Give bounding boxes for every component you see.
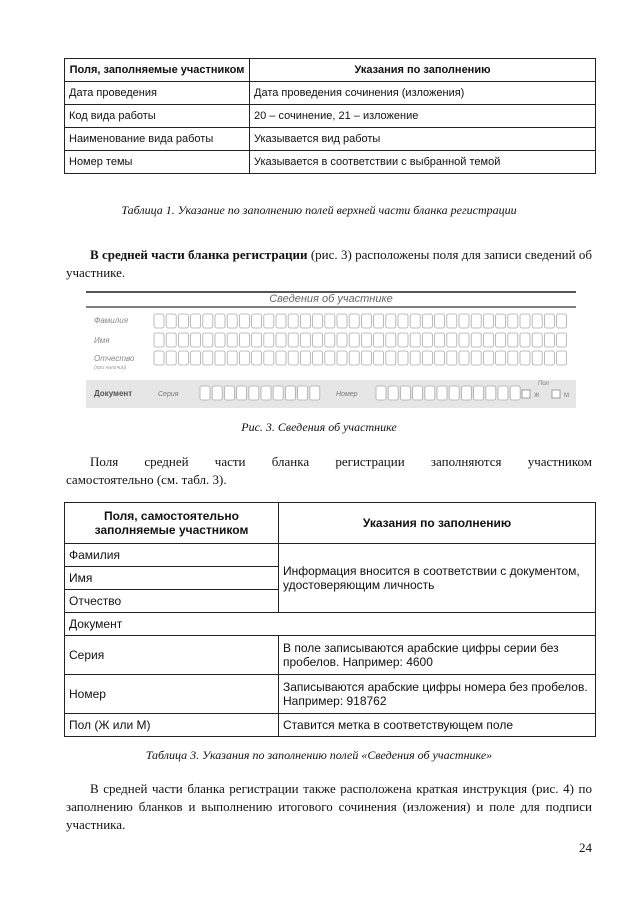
table-cell: Пол (Ж или М) — [65, 714, 279, 737]
table-header-cell: Указания по заполнению — [279, 503, 596, 544]
page-number: 24 — [579, 840, 592, 855]
figure-document-cell — [376, 386, 386, 400]
table-row — [65, 128, 596, 151]
figure-document-cell — [224, 386, 234, 400]
figure-caption: Рис. 3. Сведения об участнике — [241, 420, 397, 434]
figure-document-cell — [212, 386, 222, 400]
figure-document-cell — [400, 386, 410, 400]
figure-label-number: Номер — [336, 391, 358, 398]
table-header-cell: Поля, заполняемые участником — [65, 59, 250, 82]
table-top-fields — [64, 58, 596, 174]
table-header-row — [65, 503, 596, 544]
paragraph-text: Поля средней части бланка регистрации заполняются участником — [90, 454, 592, 469]
paragraph-text: В средней части бланка регистрации также расположена краткая инструкция (рис. 4) по заполнению бланков и выполнению итогового сочинения (изложения) и поле для подписи участника. — [66, 781, 592, 832]
paragraph-text: (рис. 3) расположены поля для записи сведений об участнике. — [66, 247, 592, 280]
table-cell: Дата проведения — [65, 82, 250, 105]
figure-document-cell — [310, 386, 320, 400]
figure-document-cell — [498, 386, 508, 400]
figure-document-cell — [425, 386, 435, 400]
figure-document-cell — [261, 386, 271, 400]
figure-document-cell — [388, 386, 398, 400]
figure-label-gender-m: М — [564, 393, 569, 399]
table-cell: Отчество — [65, 590, 279, 613]
figure-label-patronymic-note: (при наличии) — [94, 365, 127, 371]
paragraph-fields-line2: самостоятельно (см. табл. 3). — [66, 472, 227, 487]
table-row — [65, 151, 596, 174]
table-cell: Указывается в соответствии с выбранной темой — [250, 151, 596, 174]
figure-document-cell — [461, 386, 471, 400]
table-cell: Указывается вид работы — [250, 128, 596, 151]
table-cell: Код вида работы — [65, 105, 250, 128]
figure-document-cell — [437, 386, 447, 400]
table-row — [65, 544, 596, 567]
table-header-row — [65, 59, 596, 82]
figure-document-cell — [249, 386, 259, 400]
paragraph-fields-line1 — [66, 453, 592, 471]
table-row — [65, 675, 596, 714]
table-cell: Наименование вида работы — [65, 128, 250, 151]
figure-document-cell — [298, 386, 308, 400]
figure-document-cell — [413, 386, 423, 400]
figure-document-cell — [237, 386, 247, 400]
table-row — [65, 636, 596, 675]
table-cell: Ставится метка в соответствующем поле — [279, 714, 596, 737]
figure-label-series: Серия — [158, 391, 179, 398]
figure-document-cell — [449, 386, 459, 400]
table-cell: Номер темы — [65, 151, 250, 174]
paragraph-instruction — [66, 780, 592, 834]
figure-document-cell — [273, 386, 283, 400]
table-cell: Фамилия — [65, 544, 279, 567]
table-row — [65, 105, 596, 128]
figure-document-cell — [510, 386, 520, 400]
figure-document-cell — [200, 386, 210, 400]
figure-label-gender: Пол — [538, 381, 549, 387]
figure-title: Сведения об участнике — [269, 293, 393, 305]
table-row — [65, 714, 596, 737]
table-cell: 20 – сочинение, 21 – изложение — [250, 105, 596, 128]
table-cell: Дата проведения сочинения (изложения) — [250, 82, 596, 105]
figure-document-cell — [486, 386, 496, 400]
table3-caption: Таблица 3. Указания по заполнению полей «Сведения об участнике» — [145, 748, 493, 762]
table-cell: В поле записываются арабские цифры серии без пробелов. Например: 4600 — [279, 636, 596, 675]
table-cell: Номер — [65, 675, 279, 714]
table-cell: Имя — [65, 567, 279, 590]
table-header-cell: Поля, самостоятельно заполняемые участником — [65, 503, 279, 544]
figure-gender-box-f — [522, 390, 530, 398]
figure-gender-box-m — [552, 390, 560, 398]
table-cell: Информация вносится в соответствии с документом, удостоверяющим личность — [279, 544, 596, 613]
figure-label-gender-f: Ж — [534, 393, 540, 399]
figure-label-name: Имя — [94, 336, 110, 345]
figure-document-cell — [285, 386, 295, 400]
table-cell: Документ — [65, 613, 596, 636]
paragraph-middle-part — [66, 246, 592, 282]
table1-caption: Таблица 1. Указание по заполнению полей верхней части бланка регистрации — [121, 203, 517, 217]
figure-label-surname: Фамилия — [94, 316, 128, 325]
figure-document-cell — [474, 386, 484, 400]
table-row — [65, 613, 596, 636]
figure-label-patronymic: Отчество — [94, 354, 135, 363]
participant-info-figure — [86, 288, 576, 408]
paragraph-bold-lead: В средней части бланка регистрации — [90, 247, 308, 262]
figure-label-document: Документ — [94, 389, 133, 398]
table-cell: Записываются арабские цифры номера без пробелов. Например: 918762 — [279, 675, 596, 714]
table-cell: Серия — [65, 636, 279, 675]
table-row — [65, 82, 596, 105]
table-header-cell: Указания по заполнению — [250, 59, 596, 82]
table-participant-fields — [64, 502, 596, 737]
